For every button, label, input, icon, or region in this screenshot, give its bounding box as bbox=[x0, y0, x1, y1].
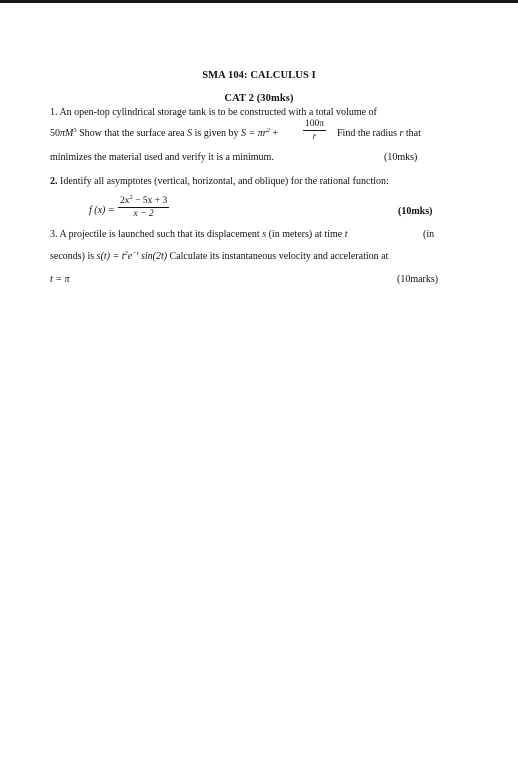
q3-function: $s(t) = t^2e^{-t}$ sin(2t) bbox=[96, 250, 168, 262]
q1-fraction-numerator: 100π bbox=[305, 119, 325, 129]
q1-line-1: 1. An open-top cylindrical storage tank is to be constructed with a total volume of bbox=[50, 107, 377, 118]
q1-line-3: minimizes the material used and verify it is a minimum. bbox=[50, 152, 274, 163]
q2-fraction-denominator: x − 2 bbox=[133, 209, 154, 219]
course-title: SMA 104: CALCULUS I bbox=[202, 70, 316, 81]
q3-marks: (10marks) bbox=[397, 274, 439, 285]
q3-time-value: t = π bbox=[50, 274, 70, 285]
q1-marks: (10mks) bbox=[384, 152, 418, 163]
q3-line-1: 3. A projectile is launched such that its displacement s (in meters) at time t bbox=[50, 229, 348, 240]
q1-equation: $S = \pi r^2$ bbox=[241, 127, 270, 139]
q3-line-1-end: (in bbox=[423, 229, 435, 240]
q2-marks: (10mks) bbox=[398, 206, 433, 217]
q3-line-2: seconds) is $s(t) = t^2e^{-t}$ sin(2t) Calculate its instantaneous velocity and acceleration at bbox=[50, 250, 389, 262]
q2-line-1: 2. Identify all asymptotes (vertical, horizontal, and oblique) for the rational function: bbox=[50, 176, 389, 187]
q2-fraction-numerator: $2x^2 - 5x + 3$ bbox=[120, 194, 168, 206]
q1-fraction-denominator: r bbox=[312, 132, 317, 142]
test-title: CAT 2 (30mks) bbox=[224, 93, 294, 104]
q1-volume: $50\pi M^3$ bbox=[50, 127, 77, 139]
q1-line-2: $50\pi M^3$ Show that the surface area S is given by $S = \pi r^2$ + bbox=[50, 127, 279, 139]
q2-fraction bbox=[118, 196, 169, 219]
q1-fraction bbox=[303, 119, 326, 142]
q2-function-label: f (x) = bbox=[89, 205, 115, 216]
q1-line-2-tail: Find the radius r that bbox=[337, 128, 421, 139]
